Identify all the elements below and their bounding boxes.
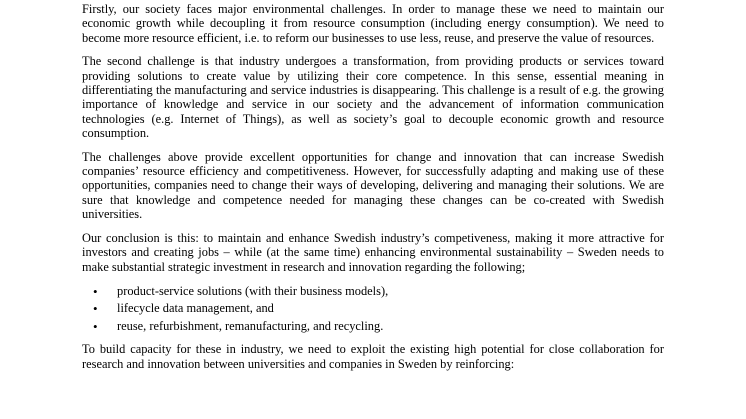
paragraph-opportunities: The challenges above provide excellent opportunities for change and innovation that can increase Swedish companies’ resource efficiency and competitiveness. However, for successfully adapting and making use of these opportunities, companies need to change their ways of developing, delivering and managing their solutions. We are sure that knowledge and competence needed for managing these changes can be co-created with Swedish universities. <box>82 149 664 222</box>
list-item-text: lifecycle data management, and <box>117 301 274 316</box>
bullet-icon: • <box>93 318 98 334</box>
list-item <box>82 300 664 318</box>
list-item <box>82 283 664 301</box>
document-body <box>82 2 664 380</box>
paragraph-industry-transformation: The second challenge is that industry undergoes a transformation, from providing products or services toward providing solutions to create value by utilizing their core competence. In this sense, essential meaning in differentiating the manufacturing and service industries is disappearing. This challenge is a result of e.g. the growing importance of knowledge and service in our society and the advancement of information communication technologies (e.g. Internet of Things), as well as society’s goal to decouple economic growth and resource consumption. <box>82 54 664 141</box>
bullet-icon: • <box>93 283 98 299</box>
research-areas-list <box>82 283 664 336</box>
paragraph-build-capacity: To build capacity for these in industry, we need to exploit the existing high potential for close collaboration for research and innovation between universities and companies in Sweden by reinforcing: <box>82 342 664 371</box>
bullet-icon: • <box>93 301 98 317</box>
list-item-text: product-service solutions (with their business models), <box>117 283 389 298</box>
paragraph-environmental-challenges: Firstly, our society faces major environmental challenges. In order to manage these we need to maintain our economic growth while decoupling it from resource consumption (including energy consumption). We need to become more resource efficient, i.e. to reform our businesses to use less, reuse, and preserve the value of resources. <box>82 2 664 45</box>
list-item <box>82 318 664 336</box>
list-item-text: reuse, refurbishment, remanufacturing, and recycling. <box>117 318 384 333</box>
paragraph-conclusion: Our conclusion is this: to maintain and enhance Swedish industry’s competiveness, making it more attractive for investors and creating jobs – while (at the same time) enhancing environmental sustainability – Sweden needs to make substantial strategic investment in research and innovation regarding the following; <box>82 230 664 274</box>
